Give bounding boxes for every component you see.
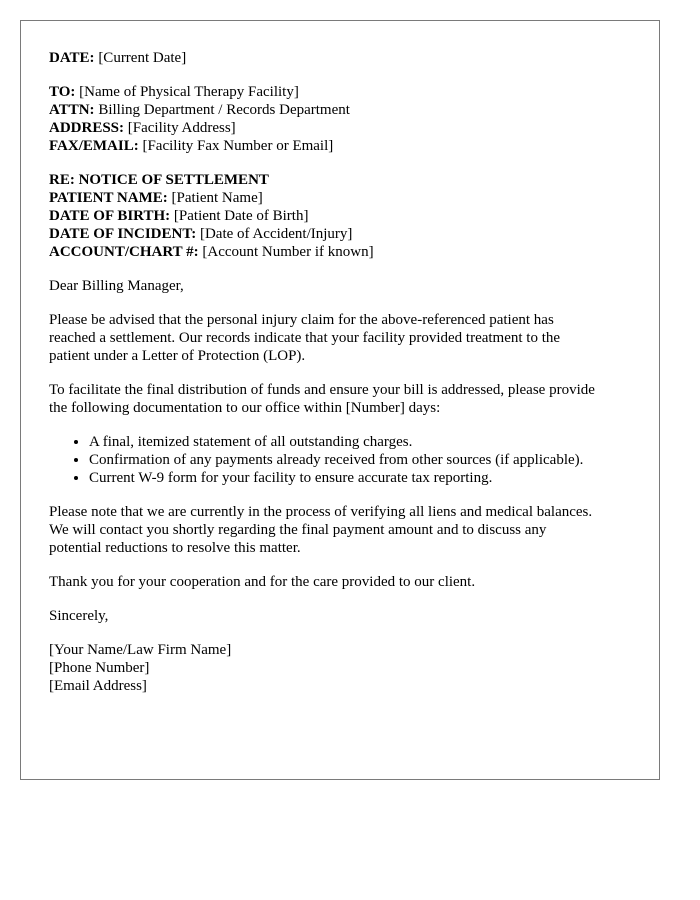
incident-label: DATE OF INCIDENT:: [49, 226, 197, 242]
paragraph-verification: [49, 503, 631, 557]
paragraph-line: potential reductions to resolve this matter.: [49, 540, 301, 556]
list-item: • A final, itemized statement of all outstanding charges.: [89, 433, 631, 451]
paragraph-line: To facilitate the final distribution of funds and ensure your bill is addressed, please provide: [49, 382, 595, 398]
paragraph-line: patient under a Letter of Protection (LOP).: [49, 348, 306, 364]
list-item: • Current W-9 form for your facility to ensure accurate tax reporting.: [89, 469, 631, 487]
dob-label: DATE OF BIRTH:: [49, 208, 171, 224]
patient-name-value: [Patient Name]: [171, 190, 263, 206]
signature-phone: [Phone Number]: [49, 660, 150, 676]
patient-name-label: PATIENT NAME:: [49, 190, 168, 206]
signature-block: [49, 641, 631, 695]
paragraph-request: [49, 381, 631, 417]
paragraph-settlement: [49, 311, 631, 365]
date-value: [Current Date]: [98, 50, 187, 66]
paragraph-line: reached a settlement. Our records indicate that your facility provided treatment to the: [49, 330, 561, 346]
salutation: Dear Billing Manager,: [49, 278, 184, 294]
account-value: [Account Number if known]: [202, 244, 374, 260]
to-value: [Name of Physical Therapy Facility]: [79, 84, 299, 100]
account-label: ACCOUNT/CHART #:: [49, 244, 199, 260]
to-label: TO:: [49, 84, 76, 100]
date-line: [49, 49, 631, 67]
paragraph-line: We will contact you shortly regarding the final payment amount and to discuss any: [49, 522, 547, 538]
paragraph-line: Please be advised that the personal injury claim for the above-referenced patient has: [49, 312, 554, 328]
requested-items-list: [49, 433, 631, 487]
fax-email-label: FAX/EMAIL:: [49, 138, 139, 154]
recipient-block: [49, 83, 631, 155]
closing-thanks: Thank you for your cooperation and for the care provided to our client.: [49, 574, 476, 590]
date-label: DATE:: [49, 50, 95, 66]
address-value: [Facility Address]: [127, 120, 236, 136]
signature-name: [Your Name/Law Firm Name]: [49, 642, 232, 658]
paragraph-line: the following documentation to our office within [Number] days:: [49, 400, 441, 416]
letter-page: [20, 20, 660, 780]
incident-value: [Date of Accident/Injury]: [199, 226, 353, 242]
fax-email-value: [Facility Fax Number or Email]: [142, 138, 334, 154]
paragraph-line: Please note that we are currently in the process of verifying all liens and medical balances.: [49, 504, 593, 520]
reference-block: [49, 171, 631, 261]
dob-value: [Patient Date of Birth]: [173, 208, 309, 224]
list-item: • Confirmation of any payments already received from other sources (if applicable).: [89, 451, 631, 469]
re-heading: RE: NOTICE OF SETTLEMENT: [49, 172, 269, 188]
signature-email: [Email Address]: [49, 678, 147, 694]
attn-label: ATTN:: [49, 102, 95, 118]
signoff: Sincerely,: [49, 608, 109, 624]
address-label: ADDRESS:: [49, 120, 125, 136]
attn-value: Billing Department / Records Department: [98, 102, 350, 118]
